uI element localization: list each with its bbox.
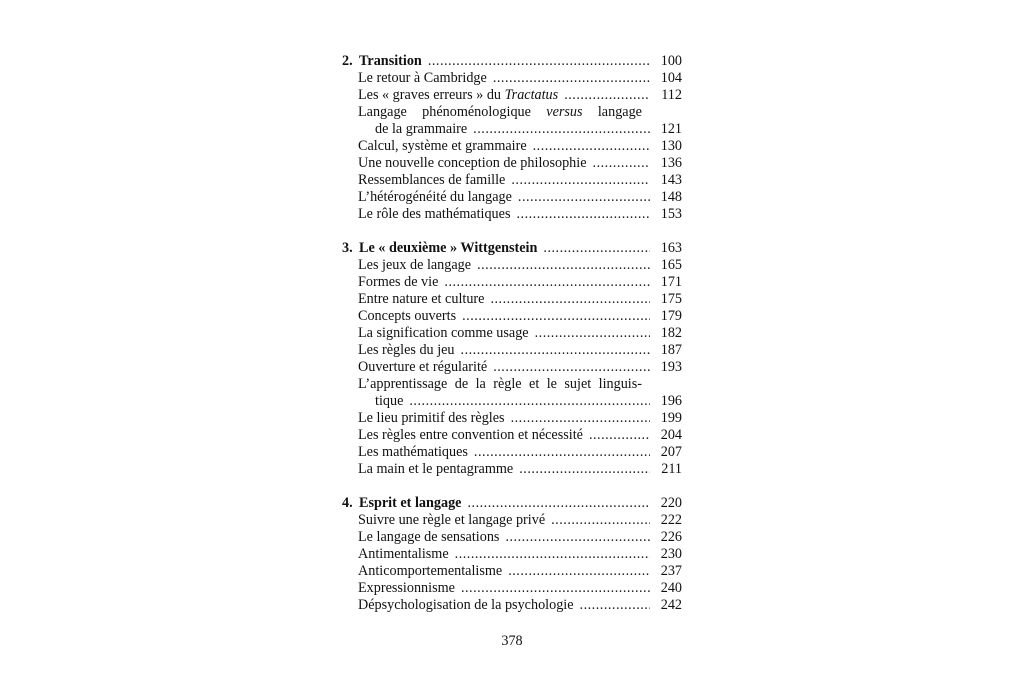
chapter-heading <box>342 240 682 257</box>
toc-entry <box>342 444 682 461</box>
toc-entry <box>342 291 682 308</box>
page-number: 226 <box>660 529 682 545</box>
dot-leader <box>589 427 650 444</box>
entry-title: Les règles entre convention et nécessité <box>358 427 583 443</box>
entry-title: Ressemblances de famille <box>358 172 506 188</box>
table-of-contents <box>342 53 682 631</box>
entry-title: La main et le pentagramme <box>358 461 514 477</box>
toc-entry-line1 <box>342 104 682 121</box>
chapter-heading <box>342 53 682 70</box>
entry-title: L’hétérogénéité du langage <box>358 189 512 205</box>
toc-entry-line1 <box>342 376 682 393</box>
dot-leader <box>511 410 650 427</box>
page-number: 222 <box>660 512 682 528</box>
entry-title: Antimentalisme <box>358 546 449 562</box>
toc-entry <box>342 138 682 155</box>
page-number: 112 <box>661 87 682 103</box>
chapter-title: Le « deuxième » Wittgenstein <box>359 240 538 256</box>
entry-title: Dépsychologisation de la psychologie <box>358 597 574 613</box>
entry-title: Suivre une règle et langage privé <box>358 512 546 528</box>
page-number: 143 <box>660 172 682 188</box>
page-number: 171 <box>660 274 682 290</box>
toc-entry <box>342 427 682 444</box>
page-number: 182 <box>660 325 682 341</box>
dot-leader <box>428 53 650 70</box>
dot-leader <box>493 70 650 87</box>
entry-title: Entre nature et culture <box>358 291 485 307</box>
dot-leader <box>462 308 650 325</box>
page-folio: 378 <box>501 633 523 649</box>
dot-leader <box>535 325 650 342</box>
chapter-title: Esprit et langage <box>359 495 462 511</box>
entry-title: Le rôle des mathématiques <box>358 206 511 222</box>
entry-title: Concepts ouverts <box>358 308 457 324</box>
dot-leader <box>533 138 650 155</box>
toc-entry <box>342 172 682 189</box>
page-number: 175 <box>660 291 682 307</box>
toc-entry <box>342 308 682 325</box>
dot-leader <box>461 580 650 597</box>
page-number: 121 <box>660 121 682 137</box>
dot-leader <box>580 597 650 614</box>
toc-entry <box>342 274 682 291</box>
toc-entry <box>342 206 682 223</box>
page-number: 136 <box>660 155 682 171</box>
entry-title: Langage phénoménologique versus langage <box>358 104 642 120</box>
toc-section-4 <box>342 495 682 614</box>
toc-entry <box>342 325 682 342</box>
toc-entry <box>342 70 682 87</box>
page-number: 100 <box>660 53 682 69</box>
entry-title: Expressionnisme <box>358 580 455 596</box>
chapter-number: 3. <box>342 240 353 256</box>
toc-entry <box>342 563 682 580</box>
entry-title-continued: de la grammaire <box>375 121 468 137</box>
dot-leader <box>409 393 650 410</box>
entry-title-continued: tique <box>375 393 404 409</box>
toc-entry <box>342 597 682 614</box>
chapter-title: Transition <box>359 53 422 69</box>
page-number: 204 <box>660 427 682 443</box>
toc-entry-line2 <box>342 393 682 410</box>
toc-entry <box>342 580 682 597</box>
page-number: 196 <box>660 393 682 409</box>
dot-leader <box>461 342 650 359</box>
page-number: 148 <box>660 189 682 205</box>
dot-leader <box>474 444 650 461</box>
dot-leader <box>455 546 650 563</box>
page-number: 153 <box>660 206 682 222</box>
page-number: 237 <box>660 563 682 579</box>
chapter-heading <box>342 495 682 512</box>
page-number: 199 <box>660 410 682 426</box>
toc-entry-line2 <box>342 121 682 138</box>
page-number: 211 <box>661 461 682 477</box>
dot-leader <box>564 87 650 104</box>
toc-entry <box>342 461 682 478</box>
dot-leader <box>505 529 650 546</box>
toc-entry <box>342 257 682 274</box>
entry-title: Calcul, système et grammaire <box>358 138 527 154</box>
entry-title: Ouverture et régularité <box>358 359 488 375</box>
toc-entry <box>342 546 682 563</box>
dot-leader <box>477 257 650 274</box>
toc-entry <box>342 87 682 104</box>
entry-title: Une nouvelle conception de philosophie <box>358 155 587 171</box>
page-number: 220 <box>660 495 682 511</box>
entry-title: La signification comme usage <box>358 325 529 341</box>
page-number: 242 <box>660 597 682 613</box>
dot-leader <box>493 359 650 376</box>
dot-leader <box>444 274 650 291</box>
page-number: 230 <box>660 546 682 562</box>
toc-entry <box>342 410 682 427</box>
dot-leader <box>551 512 650 529</box>
entry-title: Le retour à Cambridge <box>358 70 487 86</box>
page-number: 193 <box>660 359 682 375</box>
page-number: 240 <box>660 580 682 596</box>
entry-title: L’apprentissage de la règle et le sujet linguis- <box>358 376 642 392</box>
toc-entry <box>342 155 682 172</box>
entry-title: Anticomportementalisme <box>358 563 503 579</box>
toc-entry <box>342 359 682 376</box>
dot-leader <box>593 155 650 172</box>
dot-leader <box>511 172 650 189</box>
dot-leader <box>519 461 650 478</box>
entry-title: Les mathématiques <box>358 444 468 460</box>
page-number: 130 <box>660 138 682 154</box>
page-number: 179 <box>660 308 682 324</box>
dot-leader <box>473 121 650 138</box>
entry-title: Formes de vie <box>358 274 439 290</box>
page-number: 165 <box>660 257 682 273</box>
page-number: 207 <box>660 444 682 460</box>
dot-leader <box>518 189 650 206</box>
chapter-number: 4. <box>342 495 353 511</box>
dot-leader <box>490 291 650 308</box>
entry-title: Les « graves erreurs » du Tractatus <box>358 87 559 103</box>
toc-entry <box>342 189 682 206</box>
dot-leader <box>516 206 650 223</box>
dot-leader <box>508 563 650 580</box>
dot-leader <box>467 495 650 512</box>
toc-entry <box>342 342 682 359</box>
page-number: 187 <box>660 342 682 358</box>
chapter-number: 2. <box>342 53 353 69</box>
toc-section-3 <box>342 240 682 478</box>
entry-title: Les règles du jeu <box>358 342 455 358</box>
dot-leader <box>543 240 650 257</box>
toc-entry <box>342 529 682 546</box>
toc-section-2 <box>342 53 682 223</box>
entry-title: Les jeux de langage <box>358 257 472 273</box>
entry-title: Le lieu primitif des règles <box>358 410 505 426</box>
page-number: 104 <box>660 70 682 86</box>
entry-title: Le langage de sensations <box>358 529 500 545</box>
page-number: 163 <box>660 240 682 256</box>
toc-entry <box>342 512 682 529</box>
